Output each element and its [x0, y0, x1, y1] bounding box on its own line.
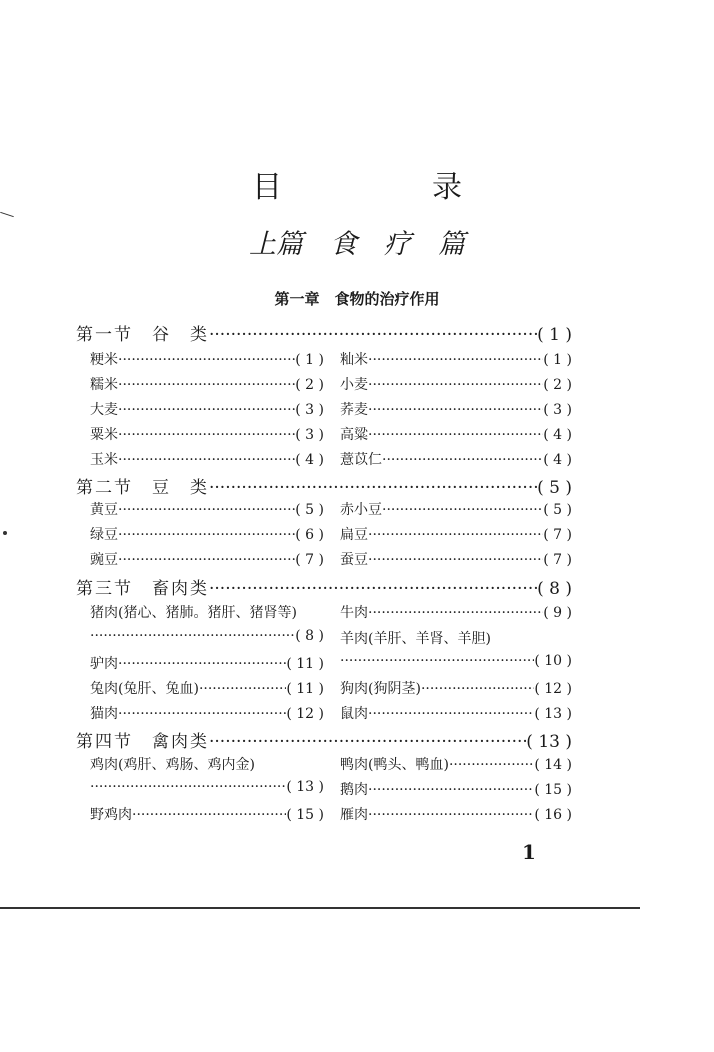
leader-dots: [199, 681, 286, 697]
toc-entry: [340, 374, 572, 394]
entry-page: ( 7 ): [543, 552, 572, 568]
part-title: 上篇 食 疗 篇: [249, 229, 465, 260]
toc-section: [76, 320, 572, 345]
entry-label: 豌豆: [90, 552, 118, 568]
leader-dots: [209, 325, 537, 345]
toc-entry: [340, 754, 572, 774]
toc-entry: [90, 549, 324, 569]
page-title: 目 录: [252, 170, 522, 205]
leader-dots: [368, 377, 543, 393]
bottom-rule: [0, 907, 640, 909]
toc-entry: [90, 349, 324, 369]
entry-label: 鸡肉(鸡肝、鸡肠、鸡内金): [90, 757, 255, 773]
toc-entry: [340, 779, 572, 799]
leader-dots: [368, 782, 534, 798]
toc-entry: [340, 524, 572, 544]
entry-label: 扁豆: [340, 527, 368, 543]
entry-page: ( 3 ): [295, 402, 324, 418]
entry-label: 粳米: [90, 352, 118, 368]
entry-page: ( 11 ): [286, 681, 324, 697]
entry-label: 雁肉: [340, 807, 368, 823]
entry-label: 鼠肉: [340, 706, 368, 722]
toc-entry: [90, 449, 324, 469]
entry-label: 薏苡仁: [340, 452, 382, 468]
entry-label: 绿豆: [90, 527, 118, 543]
leader-dots: [118, 377, 295, 393]
toc-entry: [340, 653, 572, 669]
leader-dots: [90, 628, 295, 644]
section-label: 第三节 畜肉类: [76, 579, 209, 599]
toc-entry: [340, 703, 572, 723]
entry-label: 赤小豆: [340, 502, 382, 518]
leader-dots: [209, 579, 537, 599]
toc-entry: [340, 449, 572, 469]
entry-page: ( 12 ): [286, 706, 324, 722]
toc-entry: [340, 424, 572, 444]
leader-dots: [90, 779, 286, 795]
toc-entry: [90, 804, 324, 824]
toc-entry: [90, 602, 324, 622]
toc-entry: [340, 678, 572, 698]
toc-entry: [90, 399, 324, 419]
entry-page: ( 4 ): [543, 452, 572, 468]
entry-page: ( 12 ): [534, 681, 572, 697]
section-page: ( 13 ): [526, 732, 572, 752]
entry-page: ( 15 ): [286, 807, 324, 823]
chapter-title: 第一章 食物的治疗作用: [274, 290, 440, 308]
scan-mark: [0, 212, 14, 217]
leader-dots: [132, 807, 286, 823]
page-number: 1: [522, 840, 536, 864]
leader-dots: [368, 527, 543, 543]
entry-label: 籼米: [340, 352, 368, 368]
toc-section: [76, 727, 572, 752]
leader-dots: [449, 757, 534, 773]
leader-dots: [118, 402, 295, 418]
entry-page: ( 9 ): [543, 605, 572, 621]
toc-entry: [90, 499, 324, 519]
entry-page: ( 3 ): [543, 402, 572, 418]
toc-entry: [90, 653, 324, 673]
leader-dots: [118, 552, 295, 568]
leader-dots: [382, 502, 543, 518]
leader-dots: [118, 502, 295, 518]
toc-entry: [340, 602, 572, 622]
entry-page: ( 2 ): [295, 377, 324, 393]
entry-label: 大麦: [90, 402, 118, 418]
toc-entry: [90, 374, 324, 394]
entry-page: ( 15 ): [534, 782, 572, 798]
leader-dots: [118, 656, 286, 672]
entry-page: ( 14 ): [534, 757, 572, 773]
section-page: ( 8 ): [537, 579, 572, 599]
toc-entry: [90, 628, 324, 644]
toc-entry: [340, 549, 572, 569]
leader-dots: [118, 527, 295, 543]
toc-entry: [90, 703, 324, 723]
entry-page: ( 6 ): [295, 527, 324, 543]
entry-page: ( 13 ): [534, 706, 572, 722]
toc-entry: [90, 424, 324, 444]
entry-page: ( 8 ): [295, 628, 324, 644]
entry-label: 羊肉(羊肝、羊肾、羊胆): [340, 631, 491, 647]
entry-page: ( 4 ): [295, 452, 324, 468]
section-page: ( 1 ): [537, 325, 572, 345]
leader-dots: [368, 402, 543, 418]
leader-dots: [209, 732, 526, 752]
section-label: 第二节 豆 类: [76, 478, 209, 498]
toc-entry: [340, 499, 572, 519]
toc-entry: [340, 399, 572, 419]
entry-label: 玉米: [90, 452, 118, 468]
entry-page: ( 1 ): [543, 352, 572, 368]
entry-page: ( 5 ): [543, 502, 572, 518]
entry-page: ( 5 ): [295, 502, 324, 518]
entry-label: 鸭肉(鸭头、鸭血): [340, 757, 449, 773]
entry-label: 兔肉(兔肝、兔血): [90, 681, 199, 697]
toc-entry: [90, 678, 324, 698]
entry-label: 粟米: [90, 427, 118, 443]
section-page: ( 5 ): [537, 478, 572, 498]
toc-entry: [340, 349, 572, 369]
leader-dots: [209, 478, 537, 498]
toc-section: [76, 473, 572, 498]
entry-page: ( 13 ): [286, 779, 324, 795]
entry-page: ( 10 ): [534, 653, 572, 669]
entry-page: ( 1 ): [295, 352, 324, 368]
entry-page: ( 7 ): [543, 527, 572, 543]
entry-label: 野鸡肉: [90, 807, 132, 823]
entry-label: 蚕豆: [340, 552, 368, 568]
entry-page: ( 3 ): [295, 427, 324, 443]
entry-label: 鹅肉: [340, 782, 368, 798]
toc-entry: [90, 524, 324, 544]
toc-section: [76, 574, 572, 599]
leader-dots: [340, 653, 534, 669]
leader-dots: [368, 552, 543, 568]
entry-label: 猪肉(猪心、猪肺。猪肝、猪肾等): [90, 605, 297, 621]
leader-dots: [118, 706, 286, 722]
entry-label: 狗肉(狗阴茎): [340, 681, 421, 697]
leader-dots: [118, 427, 295, 443]
entry-page: ( 11 ): [286, 656, 324, 672]
entry-page: ( 2 ): [543, 377, 572, 393]
leader-dots: [382, 452, 543, 468]
entry-label: 黄豆: [90, 502, 118, 518]
toc-entry: [90, 779, 324, 795]
entry-page: ( 16 ): [534, 807, 572, 823]
leader-dots: [118, 352, 295, 368]
leader-dots: [368, 427, 543, 443]
entry-label: 糯米: [90, 377, 118, 393]
entry-page: ( 4 ): [543, 427, 572, 443]
entry-label: 牛肉: [340, 605, 368, 621]
toc-entry: [340, 628, 572, 648]
scan-mark: [3, 531, 7, 535]
toc-entry: [340, 804, 572, 824]
entry-label: 高粱: [340, 427, 368, 443]
leader-dots: [368, 706, 534, 722]
entry-page: ( 7 ): [295, 552, 324, 568]
entry-label: 小麦: [340, 377, 368, 393]
section-label: 第一节 谷 类: [76, 325, 209, 345]
leader-dots: [368, 605, 543, 621]
entry-label: 猫肉: [90, 706, 118, 722]
leader-dots: [421, 681, 534, 697]
leader-dots: [368, 352, 543, 368]
entry-label: 驴肉: [90, 656, 118, 672]
leader-dots: [368, 807, 534, 823]
leader-dots: [118, 452, 295, 468]
toc-entry: [90, 754, 324, 774]
section-label: 第四节 禽肉类: [76, 732, 209, 752]
entry-label: 荞麦: [340, 402, 368, 418]
